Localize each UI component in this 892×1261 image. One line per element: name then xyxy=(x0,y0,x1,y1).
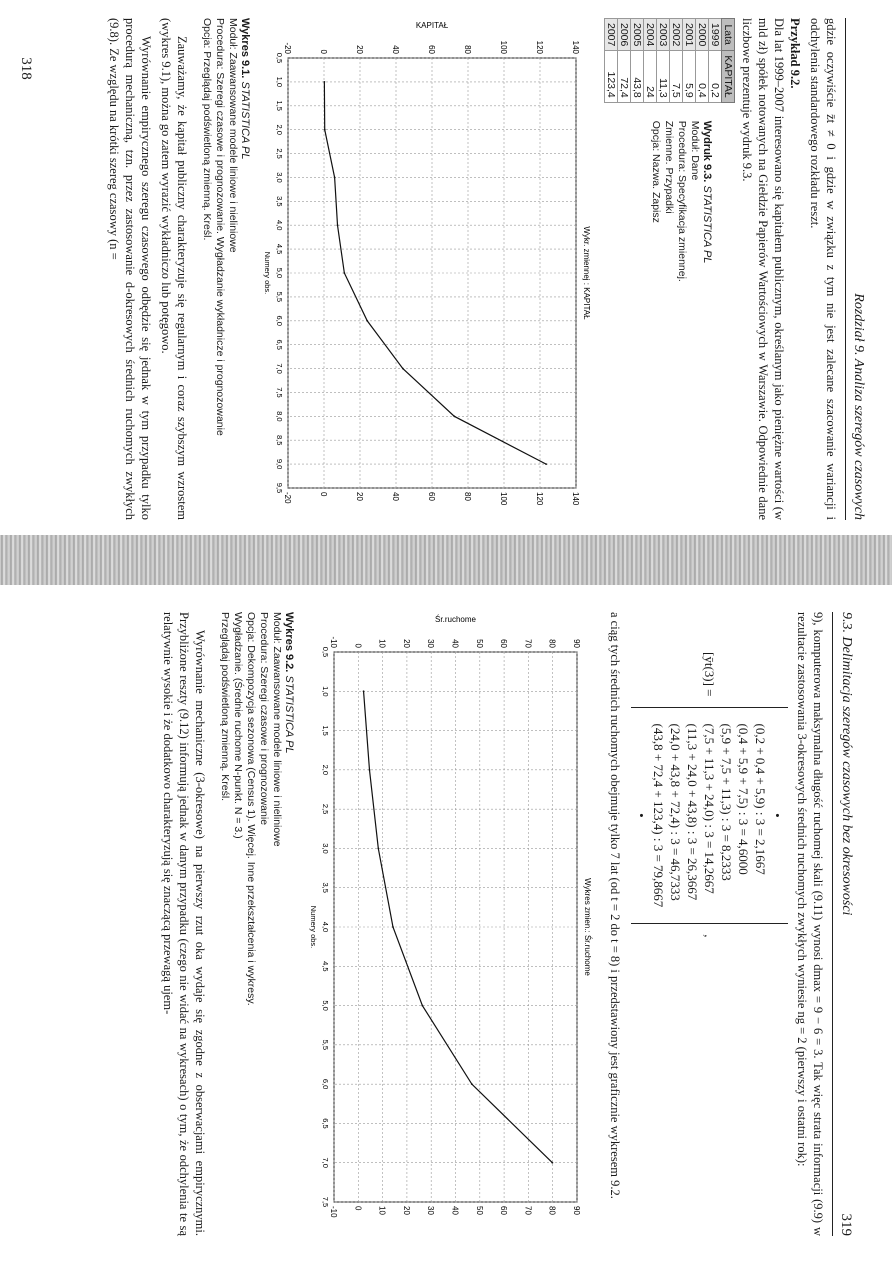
chart-title: Wykr. zmiennej : KAPITAŁ xyxy=(582,226,591,320)
table-cell-value: 11,3 xyxy=(657,51,670,102)
x-tick-label: 1,5 xyxy=(275,100,284,111)
chart-kapital xyxy=(253,18,598,518)
x-tick-label: 7,5 xyxy=(275,387,284,398)
y-tick-label: 30 xyxy=(426,639,436,648)
x-tick-label: 4,0 xyxy=(275,220,284,231)
y-tick-label-right: 120 xyxy=(535,492,544,506)
y-tick-label-right: 40 xyxy=(391,492,400,501)
printout-title: Wydruk 9.3. STATISTICA PL xyxy=(701,120,713,264)
y-tick-label: 140 xyxy=(571,40,580,54)
chart-caption-line: Procedura: Szeregi czasowe i prognozowanie. Wygładzanie wykładnicze i prognozowanie xyxy=(214,18,226,436)
example-text: Dla lat 1999–2007 interesowano się kapitałem publicznym, określanym jako pieniężne wartości (w mld zł) spółek notowanych na Giełdzie Papierów Wartościowych w Warszawie. Odpowiednie dane liczbowe prezentuje wydruk 9.3. xyxy=(740,18,786,520)
table-cell-year: 2006 xyxy=(618,19,631,51)
table-cell-year: 1999 xyxy=(709,19,722,51)
x-tick-label: 6,5 xyxy=(321,1118,330,1129)
x-axis-label: Numery obs. xyxy=(309,905,318,949)
table-header: Lata xyxy=(722,19,735,51)
formula-row: (43,8 + 72,4 + 123,4) : 3 = 79,8667 xyxy=(651,723,666,908)
formula-row: (0,2 + 0,4 + 5,9) : 3 = 2,1667 xyxy=(753,723,768,875)
x-tick-label: 6,0 xyxy=(321,1078,330,1090)
x-tick-label: 1,5 xyxy=(321,725,330,736)
data-point xyxy=(324,129,326,131)
data-point xyxy=(377,848,379,850)
y-tick-label-right: 80 xyxy=(463,492,472,501)
table-cell-value: 24 xyxy=(644,51,657,102)
chart-caption-line: Moduł: Zaawansowane modele liniowe i nieliniowe xyxy=(271,612,283,847)
x-tick-label: 8,5 xyxy=(275,435,284,446)
paragraph-1: 9), komputerowa maksymalna długość ruchomej skali (9.11) wynosi dmax = 9 − 6 = 3. Tak więc strata informacji (9.9) w rezultacie zastosowania 3-okresowych średnich ruchomych zwykłych wyniesie ng = 2 (pierwszy i ostatni rok): xyxy=(795,612,825,1236)
data-point xyxy=(453,415,455,417)
y-tick-label: -10 xyxy=(329,636,338,648)
x-tick-label: 4,0 xyxy=(321,921,330,933)
x-tick-label: 5,0 xyxy=(275,267,284,279)
x-tick-label: 5,0 xyxy=(321,1000,330,1011)
table-cell-value: 0,2 xyxy=(709,51,722,102)
chart-caption-line: Wygładzanie. (Średnie ruchome N-punkt. N = 3.) xyxy=(232,612,244,839)
formula-lhs: [ȳt(3)] = xyxy=(702,652,717,697)
y-tick-label: 60 xyxy=(427,45,436,54)
printout-line: Procedura: Specyfikacja zmiennej. xyxy=(676,120,688,282)
table-cell-year: 2001 xyxy=(683,19,696,51)
y-tick-label: 120 xyxy=(535,40,544,54)
table-cell-year: 2005 xyxy=(631,19,644,51)
x-tick-label: 6,5 xyxy=(275,339,284,350)
x-axis-label: Numery obs. xyxy=(263,251,272,295)
chart-caption-line: Procedura: Szeregi czasowe i prognozowanie xyxy=(258,612,270,826)
x-tick-label: 3,5 xyxy=(275,196,284,207)
x-tick-label: 7,0 xyxy=(321,1157,330,1168)
x-tick-label: 2,0 xyxy=(275,124,284,135)
x-tick-label: 1,0 xyxy=(275,76,284,88)
table-cell-value: 123,4 xyxy=(605,51,618,102)
table-cell-value: 72,4 xyxy=(618,51,631,102)
example-title: Przykład 9.2. xyxy=(788,18,802,89)
y-tick-label-right: 60 xyxy=(427,492,436,501)
y-tick-label: -20 xyxy=(283,42,292,54)
printout-line: Opcja: Nazwa. Zapisz xyxy=(650,120,662,223)
x-tick-label: 9,5 xyxy=(275,482,284,494)
data-point xyxy=(323,81,325,83)
table-row xyxy=(683,19,696,103)
y-tick-label: 100 xyxy=(499,40,508,54)
x-tick-label: 3,0 xyxy=(275,172,284,183)
formula-row: (24,0 + 43,8 + 72,4) : 3 = 46,7333 xyxy=(668,723,683,901)
page-318-header xyxy=(845,18,866,520)
table-row xyxy=(670,19,683,103)
x-tick-label: 5,5 xyxy=(321,1039,330,1051)
y-tick-label-right: 20 xyxy=(355,492,364,501)
x-tick-label: 4,5 xyxy=(275,243,284,255)
y-tick-label: 80 xyxy=(463,45,472,54)
y-axis-label: KAPITAŁ xyxy=(415,21,449,30)
y-tick-label: 90 xyxy=(572,639,581,648)
y-tick-label-right: 60 xyxy=(499,1206,509,1215)
x-tick-label: 7,5 xyxy=(321,1196,330,1208)
formula-row: (0,4 + 5,9 + 7,5) : 3 = 4,6000 xyxy=(736,723,751,875)
table-row xyxy=(631,19,644,103)
x-tick-label: 3,5 xyxy=(321,882,330,893)
data-point xyxy=(337,224,339,226)
moving-average-formula xyxy=(631,652,788,1236)
table-header: KAPITAŁ xyxy=(722,51,735,102)
data-point xyxy=(551,1162,553,1164)
y-tick-label-right: 90 xyxy=(572,1206,581,1215)
y-tick-label: 20 xyxy=(355,45,364,54)
table-cell-year: 2004 xyxy=(644,19,657,51)
paragraph-intro: gdzie oczywiście z̄t ≠ 0 i gdzie w związku z tym nie jest zalecane szacowanie wariancji i odchylenia standardowego rozkładu reszt. xyxy=(808,18,838,520)
data-point xyxy=(421,1005,423,1007)
y-tick-label: 40 xyxy=(391,45,400,54)
y-tick-label-right: 80 xyxy=(547,1206,557,1215)
data-point xyxy=(402,368,404,370)
y-tick-label: 0 xyxy=(353,643,363,648)
data-table-kapital xyxy=(604,18,735,103)
y-tick-label-right: -20 xyxy=(283,492,292,504)
chart-caption-line: Opcja: Dekompozycja sezonowa (Census 1). Więcej. Inne przekształcenia i wykresy. xyxy=(245,612,257,1006)
y-tick-label: 60 xyxy=(499,639,509,648)
y-tick-label-right: 70 xyxy=(523,1206,533,1215)
table-row xyxy=(605,19,618,103)
data-point xyxy=(366,320,368,322)
formula-matrix xyxy=(631,707,788,925)
x-tick-label: 1,0 xyxy=(321,686,330,697)
y-tick-label-right: 0 xyxy=(319,492,328,497)
y-tick-label: 70 xyxy=(523,639,533,648)
table-cell-value: 7,5 xyxy=(670,51,683,102)
paragraph-3: Wyrównanie empirycznego szeregu czasowego odbędzie się jednak w tym przypadku tylko procedurą mechaniczną, tzn. przez zastosowanie d-okresowych średnich ruchomych zwykłych (9.8). Ze względu na krótki szereg czasowy (n = xyxy=(107,18,153,520)
y-tick-label: 20 xyxy=(401,639,411,648)
y-tick-label-right: 50 xyxy=(474,1206,484,1215)
table-cell-year: 2003 xyxy=(657,19,670,51)
paragraph-2: a ciąg tych średnich ruchomych obejmuje tylko 7 lat (od t = 2 do t = 8) i przedstawiony jest graficznie wykresem 9.2. xyxy=(608,612,622,1199)
formula-comma: , xyxy=(702,934,717,938)
page-318-content xyxy=(0,0,892,538)
table-row xyxy=(657,19,670,103)
chart-moving-average xyxy=(299,612,599,1232)
table-row xyxy=(618,19,631,103)
data-point xyxy=(334,177,336,179)
data-point xyxy=(471,1083,473,1085)
x-tick-label: 3,0 xyxy=(321,843,330,854)
y-tick-label-right: -10 xyxy=(329,1206,338,1218)
table-cell-year: 2007 xyxy=(605,19,618,51)
printout-line: Zmienne. Przypadki xyxy=(663,120,675,214)
page-319-header xyxy=(832,612,854,1236)
chart-caption-title: Wykres 9.2. STATISTICA PL xyxy=(283,612,295,754)
x-tick-label: 9,0 xyxy=(275,458,284,470)
chart-caption-title: Wykres 9.1. STATISTICA PL xyxy=(239,18,251,160)
running-header-318: Rozdział 9. Analiza szeregów czasowych xyxy=(851,293,866,520)
table-row xyxy=(709,19,722,103)
paragraph-2: Zauważamy, że kapitał publiczny charakteryzuje się regularnym i coraz szybszym wzrostem (wykres 9.1), można go zatem wyrazić wykładniczo lub potęgowo. xyxy=(159,18,189,520)
x-tick-label: 2,5 xyxy=(275,148,284,159)
table-cell-year: 2000 xyxy=(696,19,709,51)
printout-line: Moduł: Dane xyxy=(689,120,701,181)
y-tick-label-right: 140 xyxy=(571,492,580,506)
data-point xyxy=(363,690,365,692)
y-tick-label: 50 xyxy=(474,639,484,648)
data-point xyxy=(545,463,547,465)
x-tick-label: 2,5 xyxy=(321,803,330,815)
y-tick-label-right: 30 xyxy=(426,1206,436,1215)
table-cell-value: 5,9 xyxy=(683,51,696,102)
table-cell-value: 0,4 xyxy=(696,51,709,102)
table-cell-value: 43,8 xyxy=(631,51,644,102)
y-tick-label-right: 100 xyxy=(499,492,508,506)
chart-caption-line: Opcja: Przeglądaj podświetloną zmienną. Kreśl. xyxy=(201,18,213,241)
x-tick-label: 2,0 xyxy=(321,764,330,776)
book-spine-shadow xyxy=(0,535,892,585)
page-number-318-visible: 318 xyxy=(17,57,34,80)
table-row xyxy=(696,19,709,103)
x-tick-label: 8,0 xyxy=(275,411,284,422)
x-tick-label: 0,5 xyxy=(321,646,330,658)
y-tick-label-right: 20 xyxy=(401,1206,411,1215)
running-header-319: 9.3. Delimitacja szeregów czasowych bez okresowości xyxy=(839,612,854,916)
page-number-319: 319 xyxy=(838,1213,854,1236)
formula-row: (7,5 + 11,3 + 24,0) : 3 = 14,2667 xyxy=(702,723,717,894)
formula-row: • xyxy=(770,813,785,818)
data-point xyxy=(369,769,371,771)
data-point xyxy=(343,272,345,274)
formula-row: (5,9 + 7,5 + 11,3) : 3 = 8,2333 xyxy=(719,723,734,881)
x-tick-label: 6,0 xyxy=(275,315,284,326)
formula-row: (11,3 + 24,0 + 43,8) : 3 = 26,3667 xyxy=(685,723,700,901)
chart-caption-line: Przeglądaj podświetloną zmienną. Kreśl. xyxy=(219,612,231,802)
paragraph-3: Wyrównanie mechaniczne (3-okresowe) na pierwszy rzut oka wydaje się zgodne z obserwacjami empirycznymi. Przybliżone reszty (9.12) informują jednak w danym przypadku (czego nie widać na wykresach) o tym, że odchylenia te są relatywnie wysokie i że dodatkowo charakteryzują się znaczącą przewagą ujem- xyxy=(161,612,207,1236)
chart-caption-line: Moduł: Zaawansowane modele liniowe i nieliniowe xyxy=(227,18,239,253)
chart-title: Wykres zmien.: Śr.ruchome xyxy=(583,878,592,976)
data-point xyxy=(392,926,394,928)
y-tick-label: 0 xyxy=(319,49,328,54)
y-axis-label: Śr.ruchome xyxy=(435,615,476,624)
y-tick-label: 40 xyxy=(450,639,460,648)
y-tick-label-right: 10 xyxy=(377,1206,387,1215)
table-row xyxy=(644,19,657,103)
x-tick-label: 4,5 xyxy=(321,961,330,972)
x-tick-label: 5,5 xyxy=(275,291,284,303)
y-tick-label-right: 0 xyxy=(353,1206,363,1211)
x-tick-label: 0,5 xyxy=(275,52,284,64)
x-tick-label: 7,0 xyxy=(275,363,284,374)
page-319-content xyxy=(0,590,892,1261)
y-tick-label-right: 40 xyxy=(450,1206,460,1215)
formula-row: • xyxy=(634,813,649,818)
table-cell-year: 2002 xyxy=(670,19,683,51)
y-tick-label: 80 xyxy=(547,639,557,648)
y-tick-label: 10 xyxy=(377,639,387,648)
